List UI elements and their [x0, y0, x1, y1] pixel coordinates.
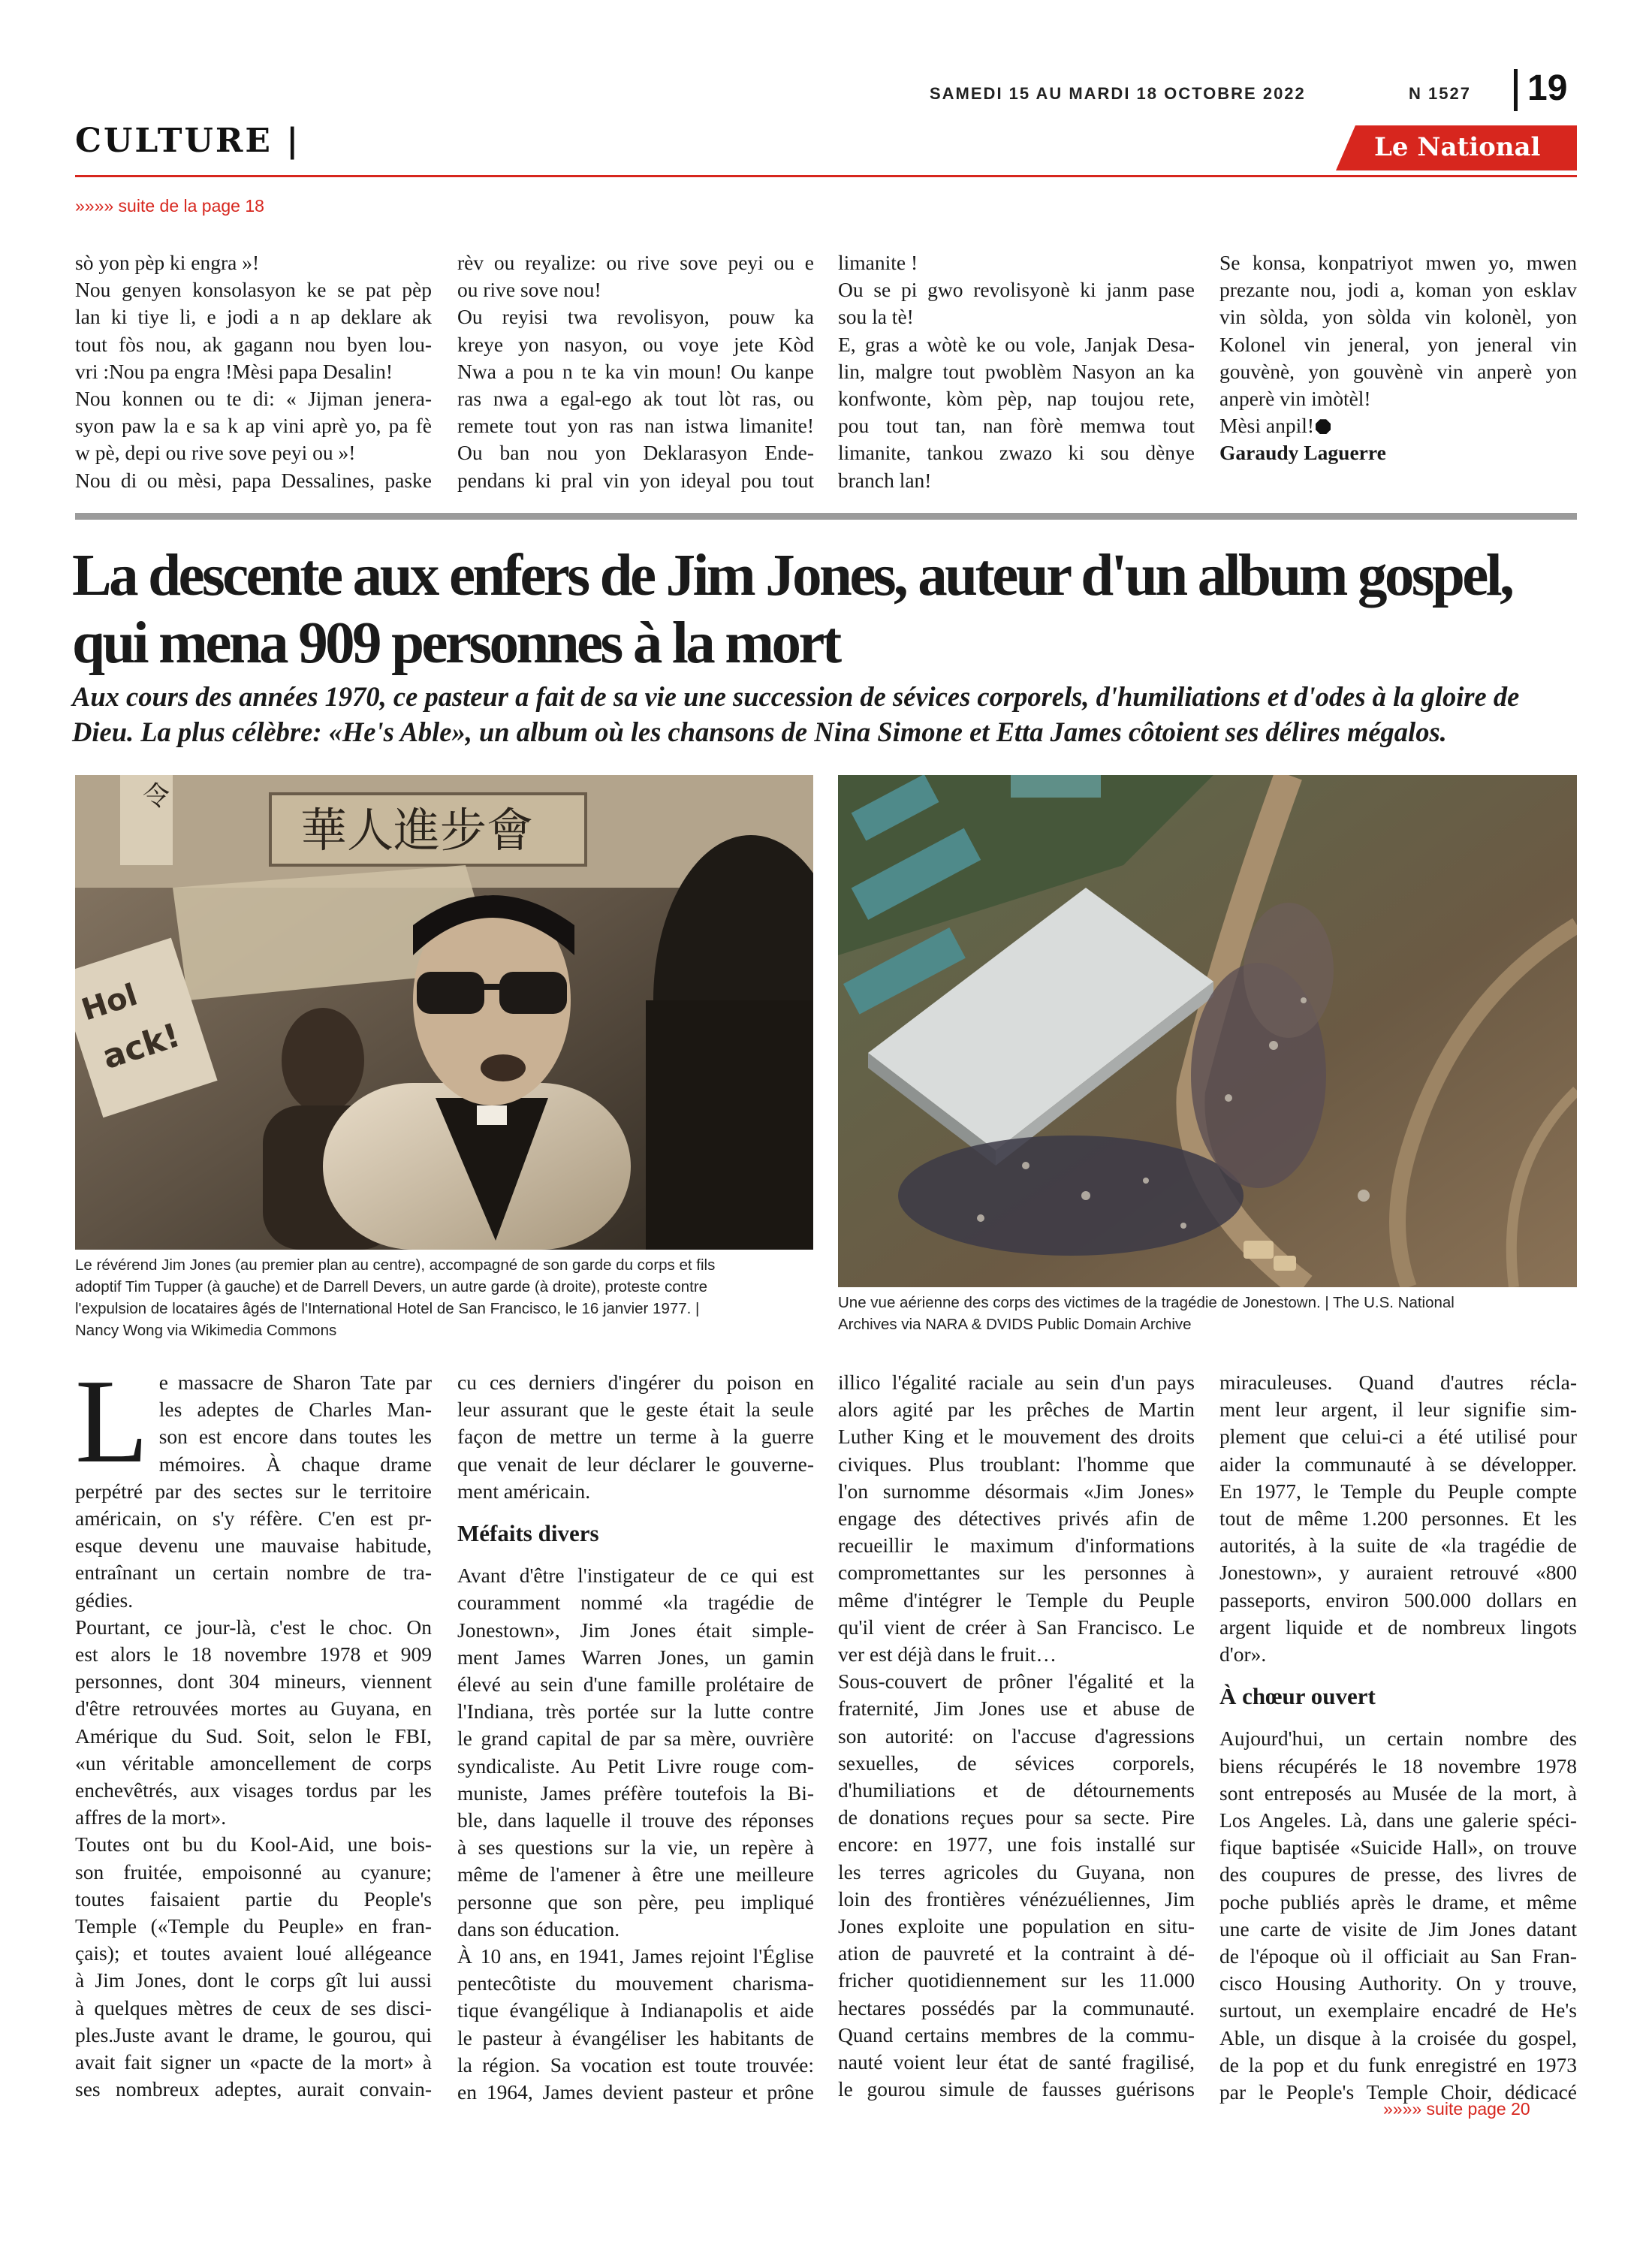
text-line: Nou konnen ou te di: « Jijman jenera- [75, 387, 432, 411]
text-line: que venait de leur déclarer le gouverne- [457, 1452, 814, 1476]
text-line: américain, on s'y réfère. C'en est pr- [75, 1507, 432, 1531]
caption-line: Le révérend Jim Jones (au premier plan au centre), accompagné de son garde du corps et fils [75, 1256, 716, 1274]
text-line: enchevêtrés, aux visages tordus par les [75, 1778, 432, 1802]
text-line: son autorité: on l'accuse d'agressions [838, 1724, 1195, 1748]
text-line: ment américain. [457, 1479, 591, 1503]
text-line: pentecôtiste du mouvement charisma- [457, 1971, 814, 1995]
text-line: les terres agricoles du Guyana, non [838, 1859, 1195, 1884]
text-line: compromettantes sur les personnes à [838, 1561, 1195, 1585]
text-line: vri :Nou pa engra !Mèsi papa Desalin! [75, 359, 393, 383]
text-line: Jones exploite une population en situ- [838, 1914, 1195, 1938]
text-line: À 10 ans, en 1941, James rejoint l'Église [457, 1944, 814, 1968]
text-line: engage des détectives privés afin de [838, 1507, 1195, 1531]
text-line: recueillir le maximum d'informations [838, 1534, 1195, 1558]
text-line: civiques. Plus troublant: l'homme que [838, 1452, 1195, 1476]
text-line: ver est déjà dans le fruit… [838, 1642, 1057, 1666]
text-line: Jonestown», y auraient retrouvé «800 [1219, 1561, 1577, 1585]
text-line: façon de mettre un terme à la guerre [457, 1425, 814, 1449]
text-line: leur assurant que le geste était la seule [457, 1398, 814, 1422]
continued-from-link[interactable]: »»»» suite de la page 18 [75, 196, 264, 216]
text-line: ble, dans laquelle il trouve des réponses [457, 1808, 814, 1832]
text-line: d'humiliations et de détournements [838, 1778, 1195, 1802]
text-line: lan ki tiye li, e jodi a n ap deklare ak [75, 305, 432, 329]
caption-line: Une vue aérienne des corps des victimes de la tragédie de Jonestown. | The U.S. National [838, 1294, 1455, 1311]
article-deck: Aux cours des années 1970, ce pasteur a fait de sa vie une succession de sévices corporels, d'humiliations et d'odes à la gloire de Dieu. La plus célèbre: «He's Able», un album où les chansons de Nina Simone et Etta James côtoient ses délires mégalos. [72, 681, 1520, 747]
text-line: limanite, tankou zwazo ki sou dènye [838, 441, 1195, 465]
text-line: de la pop et du funk enregistré en 1973 [1219, 2052, 1577, 2077]
text-line: argent liquide et de nombreux lingots [1219, 1615, 1577, 1639]
text-line: nauté voient leur état de santé fragilisé, [838, 2050, 1195, 2074]
text-line: dans son éducation. [457, 1917, 620, 1941]
text-line: Kolonel vin jeneral, yon jeneral vin [1219, 332, 1577, 356]
text-line: tique évangélique à Indianapolis et aide [457, 1998, 814, 2022]
text-line: remete tout yon ras nan istwa limanite! [457, 414, 814, 438]
text-line: entraînant un certain nombre de tra- [75, 1561, 432, 1585]
text-line: tout de même 1.200 personnes. Et les [1219, 1507, 1577, 1531]
text-line: lin, malgre tout pwoblèm Nasyon an ka [838, 359, 1195, 383]
text-line: des coupures de presse, des livres de [1219, 1862, 1577, 1887]
text-line: en 1964, James devient pasteur et prône [457, 2080, 814, 2104]
text-line: fraternité, Jim Jones use et abuse de [838, 1697, 1195, 1721]
article-separator-rule [75, 513, 1577, 520]
caption-line: l'expulsion de locataires âgés de l'International Hotel de San Francisco, le 16 janvier 1977. | [75, 1300, 700, 1317]
article-column-4 [1219, 1369, 1577, 2106]
text-line: Pourtant, ce jour-là, c'est le choc. On [75, 1615, 432, 1639]
text-line: E, gras a wòtè ke ou vole, Janjak Desa- [838, 332, 1195, 356]
text-line: kreye yon nasyon, ou voye jete Kòd [457, 332, 814, 356]
text-line: d'or». [1219, 1642, 1267, 1666]
text-line: gouvènè, yon gouvènè vin anperè yon [1219, 359, 1577, 383]
text-line: l'on surnomme désormais «Jim Jones» [838, 1479, 1195, 1503]
photo-2-caption [838, 1292, 1581, 1335]
issue-number: N 1527 [1409, 84, 1471, 103]
text-line: pou tout tan, nan fòrè memwa tout [838, 414, 1195, 438]
previous-article-column-1 [75, 249, 432, 494]
text-line: par le People's Temple Choir, dédicacé [1219, 2080, 1577, 2104]
text-line: En 1977, le Temple du Peuple compte [1219, 1479, 1577, 1503]
text-line: même d'intégrer le Temple du Peuple [838, 1588, 1195, 1612]
text-line: son fruitée, empoisonné au cyanure; [75, 1859, 432, 1884]
text-line: Sous-couvert de prôner l'égalité et la [838, 1669, 1195, 1694]
article-headline: La descente aux enfers de Jim Jones, auteur d'un album gospel, qui mena 909 personnes à la mort [72, 543, 1512, 676]
stop-octagon-icon [1316, 419, 1331, 434]
text-line: vin sòlda, yon sòlda vin kolonèl, yon [1219, 305, 1577, 329]
subheading-a-choeur-ouvert: À chœur ouvert [1219, 1683, 1376, 1710]
text-line: ses nombreux adeptes, aurait convain- [75, 2077, 432, 2101]
text-line: Aujourd'hui, un certain nombre des [1219, 1727, 1577, 1751]
article-column-2 [457, 1369, 814, 2106]
text-line: ation de pauvreté et la contraint à dé- [838, 1941, 1195, 1965]
banner-chinese-text: 華人進步會 [300, 803, 534, 858]
text-line: d'être retrouvées mortes au Guyana, en [75, 1697, 432, 1721]
text-line: cu ces derniers d'ingérer du poison en [457, 1371, 814, 1394]
page-number-divider [1514, 69, 1518, 111]
text-line: Jonestown», Jim Jones était simple- [457, 1618, 814, 1642]
text-line: illico l'égalité raciale au sein d'un pays [838, 1371, 1195, 1394]
text-line: Quand certains membres de la commu- [838, 2022, 1195, 2046]
text-line: de donations reçues pour sa secte. Pire [838, 1805, 1195, 1829]
text-line: miraculeuses. Quand d'autres récla- [1219, 1371, 1577, 1394]
text-line: Mèsi anpil! [1219, 414, 1315, 438]
text-line: élevé au sein d'une famille prolétaire de [457, 1672, 814, 1697]
text-line: sò yon pèp ki engra »! [75, 251, 260, 274]
text-line: biens récupérés le 18 novembre 1978 [1219, 1754, 1577, 1778]
page-number: 19 [1527, 68, 1568, 108]
text-line: sont entreposés au Musée de la mort, à [1219, 1781, 1577, 1805]
article-column-1 [75, 1354, 432, 2103]
text-line: anperè vin imòtèl! [1219, 387, 1371, 411]
text-line: le pasteur à évangéliser les habitants de [457, 2025, 814, 2049]
previous-article-column-2 [457, 249, 814, 494]
text-line: le gourou simule de fausses guérisons [838, 2077, 1195, 2101]
text-line: Toutes ont bu du Kool-Aid, une bois- [75, 1832, 432, 1856]
text-line: surtout, un exemplaire encadré de He's [1219, 1998, 1577, 2022]
text-line: Amérique du Sud. Soit, selon le FBI, [75, 1724, 432, 1748]
text-line: Los Angeles. Là, dans une galerie spéci- [1219, 1808, 1577, 1832]
text-line: de l'époque où il officiait au San Fran- [1219, 1944, 1577, 1968]
text-line: gédies. [75, 1588, 134, 1612]
text-line: Ou reyisi twa revolisyon, pouw ka [457, 305, 814, 329]
text-line: Ou ban nou yon Deklarasyon Ende- [457, 441, 814, 465]
text-line: personne que son père, peu impliqué [457, 1890, 814, 1914]
text-line: Nou genyen konsolasyon ke se pat pèp [75, 278, 432, 302]
text-line: Se konsa, konpatriyot mwen yo, mwen [1219, 251, 1577, 274]
text-line: couramment nommé «la tragédie de [457, 1591, 814, 1615]
text-line: fique baptisée «Suicide Hall», on trouve [1219, 1835, 1577, 1859]
text-line: hectares possédés par la communauté. [838, 1995, 1195, 2019]
text-line: branch lan! [838, 468, 932, 492]
text-line: toutes faisaient partie du People's [75, 1887, 432, 1911]
text-line: Nwa a pou n te ka vin moun! Ou kanpe [457, 359, 814, 383]
text-line: personnes, dont 304 mineurs, viennent [75, 1669, 432, 1694]
text-line: passeports, environ 500.000 dollars en [1219, 1588, 1577, 1612]
text-line: qu'il vient de créer à San Francisco. Le [838, 1615, 1195, 1639]
text-line: ment leur argent, il leur signifie sim- [1219, 1398, 1577, 1422]
sign-top-character: 令 [143, 781, 170, 812]
text-line: prezante nou, jodi a, koman yon esklav [1219, 278, 1577, 302]
text-line: Nou di ou mèsi, papa Dessalines, paske [75, 468, 432, 492]
closing-line [1219, 412, 1577, 439]
text-line: aider la communauté à se développer. [1219, 1452, 1577, 1476]
text-line: loin des frontières vénézuéliennes, Jim [838, 1887, 1195, 1911]
text-line: le grand capital de par sa mère, ouvrière [457, 1727, 814, 1751]
text-line: ras nwa a egal-ego ak tout lòt ras, ou [457, 387, 814, 411]
previous-article-column-4 [1219, 249, 1577, 467]
text-line: est alors le 18 novembre 1978 et 909 [75, 1642, 432, 1666]
photo-jim-jones-protest [75, 775, 813, 1250]
section-label: CULTURE | [75, 122, 301, 160]
text-line: une carte de visite de Jim Jones datant [1219, 1917, 1577, 1941]
text-line: Luther King et le mouvement des droits [838, 1425, 1195, 1449]
text-line: l'Indiana, très portée sur la lutte contre [457, 1700, 814, 1724]
text-line: affres de la mort». [75, 1805, 227, 1829]
text-line: ples.Juste avant le drame, le gourou, qui [75, 2022, 432, 2046]
text-line: cisco Housing Authority. On y trouve, [1219, 1971, 1577, 1995]
text-line: son est encore dans toutes les [158, 1425, 432, 1449]
text-line: Temple («Temple du Peuple» en fran- [75, 1914, 432, 1938]
text-line: à Jim Jones, dont le corps gît lui aussi [75, 1968, 432, 1992]
text-line: plement que celui-ci a été utilisé pour [1219, 1425, 1577, 1449]
photo-1-caption [75, 1254, 818, 1341]
text-line: fricher quotidiennement sur les 11.000 [838, 1968, 1195, 1992]
text-line: çais); et toutes avaient loué allégeance [75, 1941, 432, 1965]
text-line: Ou se pi gwo revolisyonè ki janm pase [838, 278, 1195, 302]
text-line: «un véritable amoncellement de corps [75, 1751, 432, 1775]
text-line: perpétré par des sectes sur le territoire [75, 1479, 432, 1503]
photo-jonestown-aerial [838, 775, 1577, 1287]
text-line: ment James Warren Jones, un gamin [457, 1645, 814, 1669]
placard-text-1: Hol [77, 977, 142, 1028]
text-line: w pè, depi ou rive sove peyi ou »! [75, 441, 356, 465]
article-column-3 [838, 1369, 1195, 2103]
text-line: encore: en 1977, une fois installé sur [838, 1832, 1195, 1856]
text-line: autorités, à la suite de «la tragédie de [1219, 1534, 1577, 1558]
text-line: tout fòs nou, ak gagann nou byen lou- [75, 332, 432, 356]
caption-line: adoptif Tim Tupper (à gauche) et de Darrell Devers, un autre garde (à droite), proteste contre [75, 1278, 708, 1295]
text-line: à quelques mètres de ceux de ses disci- [75, 1995, 432, 2019]
text-line: muniste, James préfère toutefois la Bi- [457, 1781, 814, 1805]
text-line: e massacre de Sharon Tate par [158, 1371, 432, 1394]
text-line: sexuelles, de sévices corporels, [838, 1751, 1195, 1775]
text-line: même de l'amener à être une meilleure [457, 1862, 814, 1887]
text-line: Avant d'être l'instigateur de ce qui est [457, 1564, 814, 1588]
drop-cap: L [75, 1354, 149, 1488]
text-line: rèv ou reyalize: ou rive sove peyi ou e [457, 251, 814, 274]
text-line: Able, un disque à la croisée du gospel, [1219, 2025, 1577, 2049]
author-signature: Garaudy Laguerre [1219, 441, 1386, 465]
text-line: poche publiés après le drame, et même [1219, 1890, 1577, 1914]
previous-article-column-3 [838, 249, 1195, 494]
caption-line: Archives via NARA & DVIDS Public Domain Archive [838, 1316, 1192, 1333]
issue-date: SAMEDI 15 AU MARDI 18 OCTOBRE 2022 [930, 84, 1306, 103]
text-line: avait fait signer un «pacte de la mort» à [75, 2050, 432, 2074]
caption-line: Nancy Wong via Wikimedia Commons [75, 1322, 337, 1339]
header-rule [75, 175, 1577, 177]
subheading-mefaits-divers: Méfaits divers [457, 1520, 599, 1547]
text-line: syon paw la e sa k ap vini aprè yo, pa fè [75, 414, 432, 438]
text-line: limanite ! [838, 251, 918, 274]
text-line: les adeptes de Charles Man- [158, 1398, 432, 1422]
continued-to-link[interactable]: »»»» suite page 20 [1383, 2099, 1530, 2119]
text-line: pendans ki pral vin yon ideyal pou tout [457, 468, 814, 492]
text-line: ou rive sove nou! [457, 278, 601, 302]
text-line: sou la tè! [838, 305, 914, 329]
text-line: konfwonte, kòm pèp, nap toujou rete, [838, 387, 1195, 411]
text-line: à ses questions sur la vie, un repère à [457, 1835, 814, 1859]
text-line: la région. Sa vocation est toute trouvée: [457, 2052, 814, 2077]
text-line: syndicaliste. Au Petit Livre rouge com- [457, 1754, 814, 1778]
brand-name: Le National [1374, 132, 1541, 162]
placard-text-2: ack! [98, 1015, 185, 1077]
text-line: mémoires. À chaque drame [158, 1452, 432, 1476]
text-line: esque devenu une mauvaise habitude, [75, 1534, 432, 1558]
text-line: alors agité par les prêches de Martin [838, 1398, 1195, 1422]
